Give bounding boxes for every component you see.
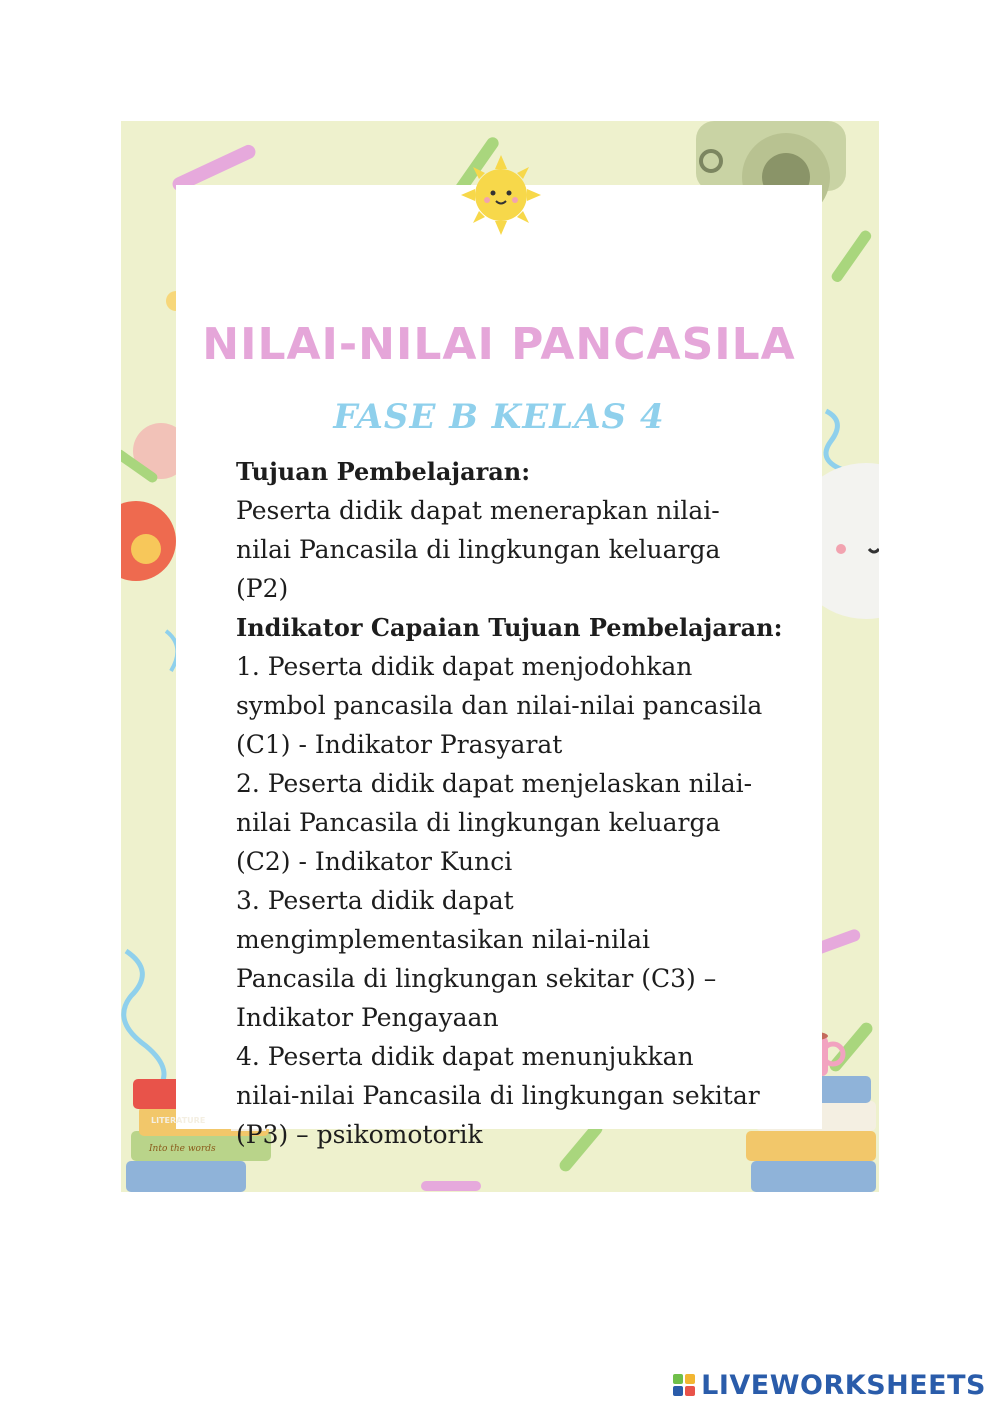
logo-text: LIVEWORKSHEETS: [701, 1369, 986, 1401]
indikator-line: nilai-nilai Pancasila di lingkungan sekitar: [236, 1081, 760, 1110]
indikator-line: nilai Pancasila di lingkungan keluarga: [236, 808, 721, 837]
worksheet-poster: [121, 121, 879, 1192]
tujuan-line: (P2): [236, 574, 289, 603]
learning-objectives: [236, 452, 796, 1154]
book-spine-label: LITERATURE: [151, 1116, 206, 1125]
logo-square: [673, 1386, 683, 1396]
sun-icon: [461, 155, 541, 235]
indikator-line: symbol pancasila dan nilai-nilai pancasila: [236, 691, 763, 720]
logo-mark-icon: [673, 1374, 695, 1396]
indikator-line: Indikator Pengayaan: [236, 1003, 499, 1032]
logo-square: [685, 1374, 695, 1384]
indikator-line: 1. Peserta didik dapat menjodohkan: [236, 652, 693, 681]
indikator-line: mengimplementasikan nilai-nilai: [236, 925, 651, 954]
tujuan-line: Peserta didik dapat menerapkan nilai-: [236, 496, 720, 525]
tujuan-heading: Tujuan Pembelajaran:: [236, 457, 531, 486]
indikator-line: 4. Peserta didik dapat menunjukkan: [236, 1042, 694, 1071]
indikator-line: 3. Peserta didik dapat: [236, 886, 514, 915]
liveworksheets-logo[interactable]: [673, 1370, 986, 1400]
book-spine-label: Into the words: [149, 1144, 216, 1154]
indikator-heading: Indikator Capaian Tujuan Pembelajaran:: [236, 613, 783, 642]
worksheet-title: NILAI-NILAI PANCASILA: [202, 319, 796, 370]
indikator-line: (P3) – psikomotorik: [236, 1120, 483, 1149]
tujuan-line: nilai Pancasila di lingkungan keluarga: [236, 535, 721, 564]
worksheet-subtitle: FASE B KELAS 4: [333, 397, 665, 437]
indikator-line: (C1) - Indikator Prasyarat: [236, 730, 563, 759]
indikator-line: Pancasila di lingkungan sekitar (C3) –: [236, 964, 717, 993]
indikator-line: (C2) - Indikator Kunci: [236, 847, 513, 876]
content-card: [176, 185, 822, 1149]
logo-square: [673, 1374, 683, 1384]
logo-square: [685, 1386, 695, 1396]
indikator-line: 2. Peserta didik dapat menjelaskan nilai-: [236, 769, 753, 798]
